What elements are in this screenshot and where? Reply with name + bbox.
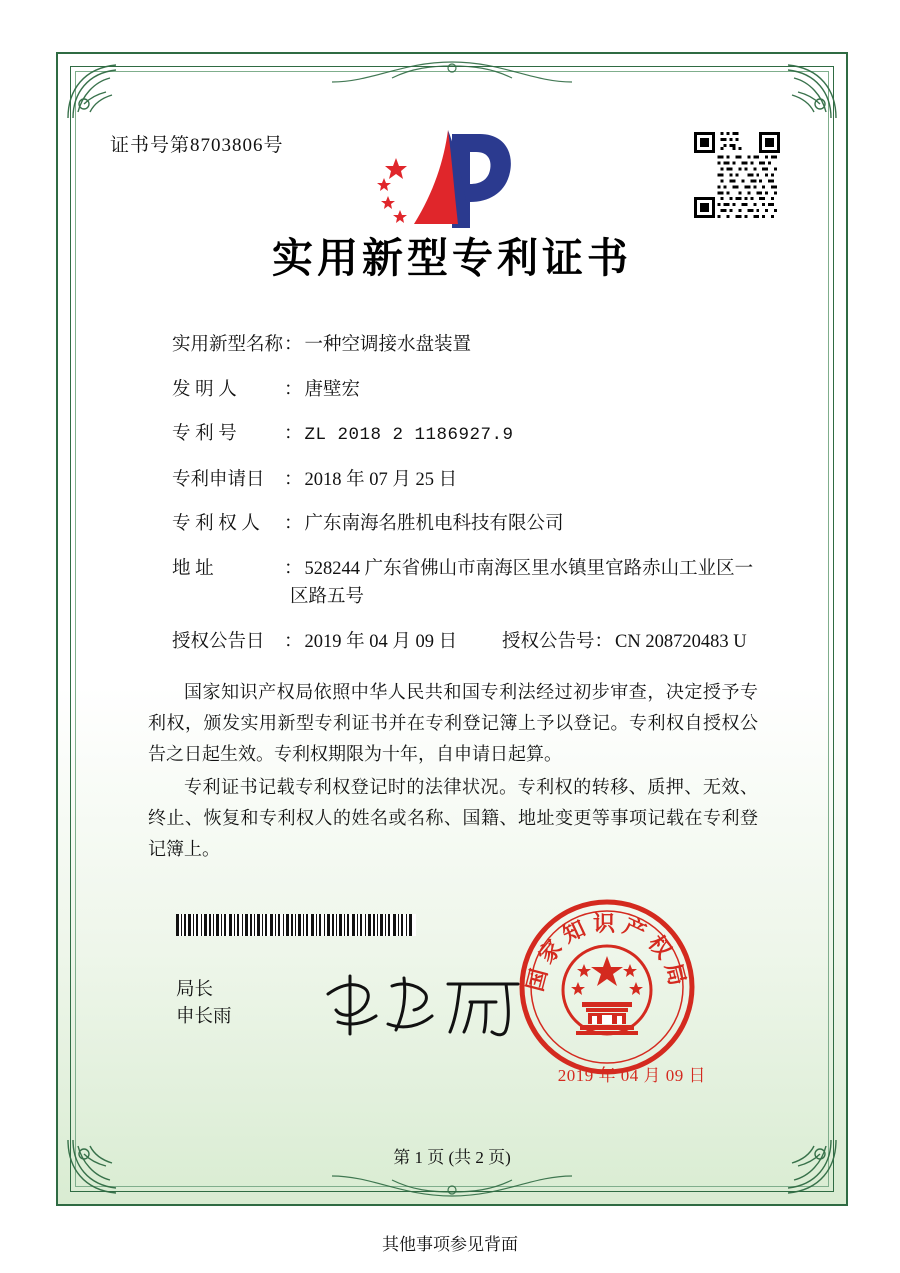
field-label: 地 址	[172, 558, 214, 579]
fields-list	[110, 336, 794, 651]
field-row-patentee	[172, 515, 754, 534]
official-seal-icon	[518, 898, 696, 1076]
cnipa-logo-icon	[352, 120, 552, 240]
field-label: 发 明 人	[172, 379, 237, 400]
field-row-inventor	[172, 381, 754, 400]
grant-date-value: 2019 年 04 月 09 日	[304, 631, 458, 652]
field-value: 2018 年 07 月 25 日	[304, 469, 458, 490]
field-colon: ：	[284, 424, 303, 444]
field-value: 广东南海名胜机电科技有限公司	[304, 514, 564, 534]
field-label: 实用新型名称	[172, 335, 284, 355]
field-value: 唐壁宏	[304, 379, 361, 400]
certificate-number: 证书号第8703806号	[110, 135, 284, 156]
director-title: 局长	[176, 979, 214, 1000]
grant-number-label: 授权公告号	[502, 631, 595, 652]
field-row-name	[172, 336, 754, 355]
legal-paragraph-2: 专利证书记载专利权登记时的法律状况。专利权的转移、质押、无效、终止、恢复和专利权人的姓名或名称、国籍、地址变更等事项记载在专利登记簿上。	[148, 776, 758, 859]
field-value: ZL 2018 2 1186927.9	[304, 425, 514, 445]
field-value: 一种空调接水盘装置	[304, 335, 472, 355]
grant-number-value: CN 208720483 U	[615, 631, 747, 652]
svg-text:国家知识产权局: 国家知识产权局	[522, 911, 692, 994]
field-colon: ：	[284, 558, 303, 579]
field-row-patent-number	[172, 425, 754, 445]
field-colon: ：	[594, 631, 614, 652]
field-row-application-date	[172, 471, 754, 490]
handwritten-signature-icon	[320, 968, 530, 1044]
certificate-border-frame	[56, 52, 848, 1206]
field-label: 专 利 权 人	[172, 514, 260, 534]
seal-date: 2019 年 04 月 09 日	[557, 1066, 706, 1085]
field-colon: ：	[284, 379, 303, 400]
field-value: 528244 广东省佛山市南海区里水镇里官路赤山工业区一	[304, 558, 754, 579]
grant-date-label: 授权公告日	[172, 631, 265, 652]
signature-block	[176, 977, 232, 1033]
footnote: 其他事项参见背面	[382, 1235, 518, 1254]
barcode-icon	[176, 914, 416, 936]
address-second-line: 区路五号	[290, 587, 365, 607]
page-indicator: 第 1 页 (共 2 页)	[393, 1148, 511, 1167]
field-colon: ：	[284, 335, 303, 355]
field-row-grant	[172, 633, 754, 652]
field-colon: ：	[284, 631, 303, 652]
field-label: 专 利 号	[172, 424, 237, 444]
legal-text	[110, 677, 794, 865]
legal-paragraph-1: 国家知识产权局依照中华人民共和国专利法经过初步审查，决定授予专利权，颁发实用新型专利证书并在专利登记簿上予以登记。专利权自授权公告之日起生效。专利权期限为十年，自申请日起算。	[148, 682, 758, 764]
field-colon: ：	[284, 469, 303, 490]
director-name: 申长雨	[176, 1007, 232, 1028]
page-title: 实用新型专利证书	[272, 234, 632, 282]
field-colon: ：	[284, 514, 303, 534]
certificate-content	[58, 54, 846, 1204]
field-label: 专利申请日	[172, 469, 265, 490]
field-row-address	[172, 560, 754, 579]
qr-code-icon	[694, 132, 780, 218]
